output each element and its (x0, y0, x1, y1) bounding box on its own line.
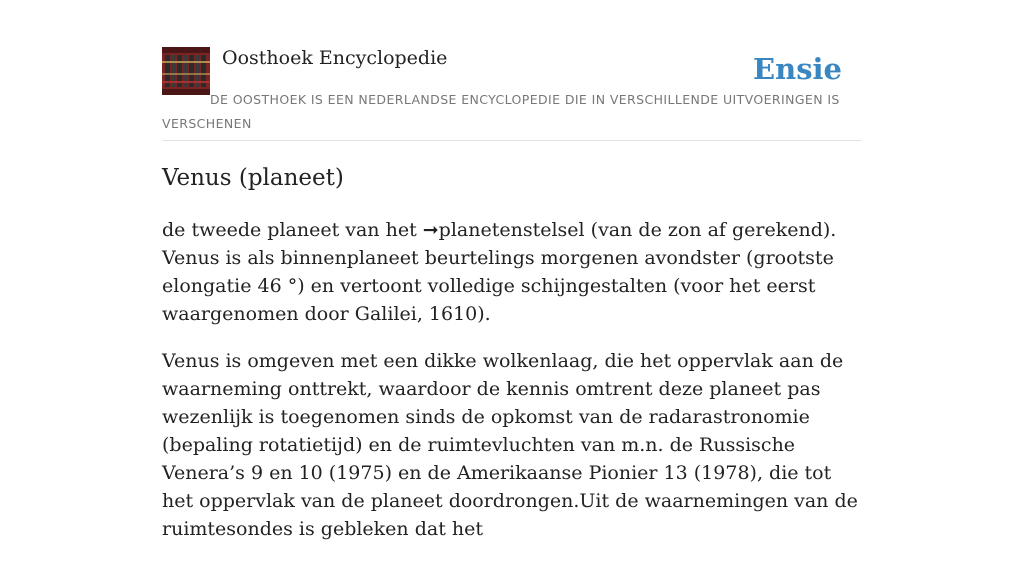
article-paragraph-2: Venus is omgeven met een dikke wolkenlaag, die het oppervlak aan de waarneming onttrekt, waardoor de kennis omtrent deze planeet pas wezenlijk is toegenomen sinds de opkomst van de radarastronomie (bepaling rotatietijd) en de ruimtevluchten van m.n. de Russische Venera’s 9 en 10 (1975) en de Amerikaanse Pionier 13 (1978), die tot het oppervlak van de planeet doordrongen.Uit de waarnemingen van de ruimtesondes is gebleken dat het (162, 350, 858, 540)
tagline-text: DE OOSTHOEK IS EEN NEDERLANDSE ENCYCLOPEDIE DIE IN VERSCHILLENDE UITVOERINGEN IS VERSCHENEN (162, 92, 840, 131)
article-paragraph-1 (162, 216, 862, 328)
article-title: Venus (planeet) (162, 165, 344, 191)
cross-reference-link[interactable]: ➞planetenstelsel (422, 219, 585, 241)
article-body (162, 216, 862, 562)
site-header (162, 46, 862, 141)
paragraph-text: de tweede planeet van het (162, 219, 423, 241)
brand-logo-link[interactable]: Ensie (753, 52, 842, 86)
paragraph-text: (van de zon af gerekend). Venus is als binnenplaneet beurtelings morgenen avondster (grootste elongatie 46 °) en vertoont volledige schijngestalten (voor het eerst waargenomen door Galilei, 1610). (162, 219, 837, 325)
site-tagline (162, 88, 862, 136)
site-name[interactable]: Oosthoek Encyclopedie (222, 47, 448, 69)
